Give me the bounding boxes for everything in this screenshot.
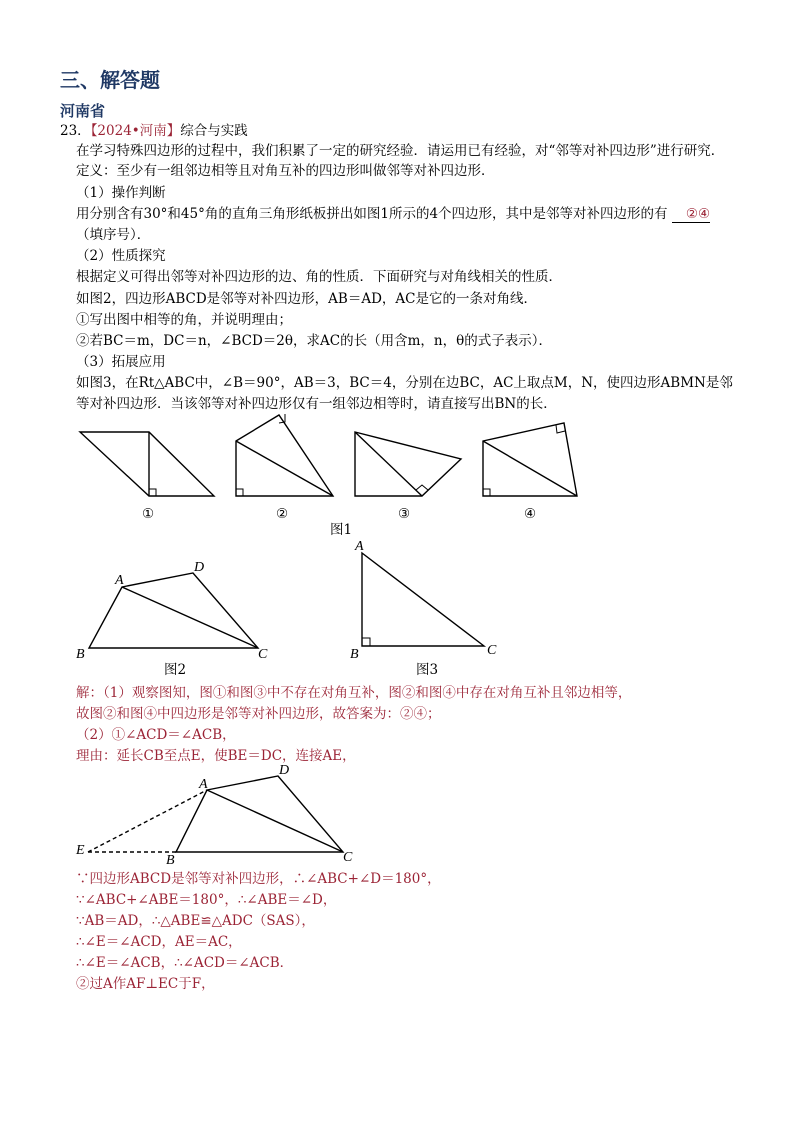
fig3-caption: 图3 bbox=[416, 662, 439, 678]
fig3-label-a: A bbox=[355, 539, 364, 554]
fig2-caption: 图2 bbox=[164, 662, 187, 678]
fig2-label-a: A bbox=[115, 573, 124, 588]
solution-line: ∴∠E＝∠ACB，∴∠ACD＝∠ACB． bbox=[76, 955, 294, 971]
province-heading: 河南省 bbox=[60, 102, 106, 120]
problem-line: 定义：至少有一组邻边相等且对角互补的四边形叫做邻等对补四边形． bbox=[76, 163, 495, 179]
problem-line: 等对补四边形．当该邻等对补四边形仅有一组邻边相等时，请直接写出BN的长． bbox=[76, 396, 557, 412]
problem-number: 23． bbox=[60, 123, 91, 139]
fig4-label-e: E bbox=[76, 843, 85, 858]
fig3-label-b: B bbox=[350, 647, 359, 662]
problem-line-text: 用分别含有30°和45°角的直角三角形纸板拼出如图1所示的4个四边形，其中是邻等对补四边形的有 bbox=[76, 206, 668, 222]
solution-line: （2）①∠ACD＝∠ACB， bbox=[76, 727, 236, 743]
fig2-label-c: C bbox=[258, 647, 268, 662]
blank-answer: ②④ bbox=[672, 206, 710, 223]
problem-source: 【2024•河南】 bbox=[90, 123, 181, 139]
fig4-label-b: B bbox=[166, 853, 175, 868]
solution-line: ∵AB＝AD，∴△ABE≌△ADC（SAS）， bbox=[76, 913, 315, 929]
fig1-caption: 图1 bbox=[330, 522, 353, 538]
problem-line: ①写出图中相等的角，并说明理由； bbox=[76, 312, 292, 328]
problem-line: （1）操作判断 bbox=[76, 185, 166, 201]
fig4-label-a: A bbox=[199, 777, 208, 792]
solution-line: 理由：延长CB至点E，使BE＝DC，连接AE， bbox=[76, 748, 356, 764]
solution-line: ∵∠ABC+∠ABE＝180°，∴∠ABE＝∠D， bbox=[76, 892, 337, 908]
fig1-item-label: ④ bbox=[524, 506, 537, 522]
solution-line: ②过A作AF⊥EC于F， bbox=[76, 976, 215, 992]
problem-line: ②若BC＝m，DC＝n，∠BCD＝2θ，求AC的长（用含m，n，θ的式子表示）． bbox=[76, 333, 552, 349]
section-title: 三、解答题 bbox=[60, 68, 160, 92]
solution-line: 故图②和图④中四边形是邻等对补四边形，故答案为：②④； bbox=[76, 706, 441, 722]
fig2-label-b: B bbox=[76, 647, 85, 662]
fig1-item-label: ② bbox=[276, 506, 289, 522]
problem-line: 如图3，在Rt△ABC中，∠B＝90°，AB＝3，BC＝4，分别在边BC，AC上取点M，N，使四边形ABMN是邻 bbox=[76, 375, 733, 391]
problem-line: 在学习特殊四边形的过程中，我们积累了一定的研究经验．请运用已有经验，对“邻等对补四边形”进行研究． bbox=[76, 143, 725, 159]
fig4-label-c: C bbox=[343, 850, 353, 865]
problem-line: （3）拓展应用 bbox=[76, 354, 166, 370]
problem-line: （填序号）． bbox=[76, 227, 151, 243]
fig3-label-c: C bbox=[487, 643, 497, 658]
solution-line: ∴∠E＝∠ACD，AE＝AC， bbox=[76, 934, 242, 950]
solution-line: ∵四边形ABCD是邻等对补四边形，∴∠ABC+∠D＝180°， bbox=[76, 871, 441, 887]
fig1-item-label: ③ bbox=[398, 506, 411, 522]
fig2-label-d: D bbox=[194, 560, 205, 575]
solution-line: 解：（1）观察图知，图①和图③中不存在对角互补，图②和图④中存在对角互补且邻边相等， bbox=[76, 685, 632, 701]
fig1-item-label: ① bbox=[142, 506, 155, 522]
fig4-dashed-ae bbox=[88, 790, 207, 852]
problem-line: 如图2，四边形ABCD是邻等对补四边形，AB＝AD，AC是它的一条对角线． bbox=[76, 291, 537, 307]
fig4-label-d: D bbox=[279, 763, 290, 778]
problem-line: 根据定义可得出邻等对补四边形的边、角的性质．下面研究与对角线相关的性质． bbox=[76, 269, 562, 285]
problem-topic: 综合与实践 bbox=[180, 123, 248, 139]
fig4-diagonal-ac bbox=[207, 790, 343, 852]
problem-line: （2）性质探究 bbox=[76, 248, 166, 264]
